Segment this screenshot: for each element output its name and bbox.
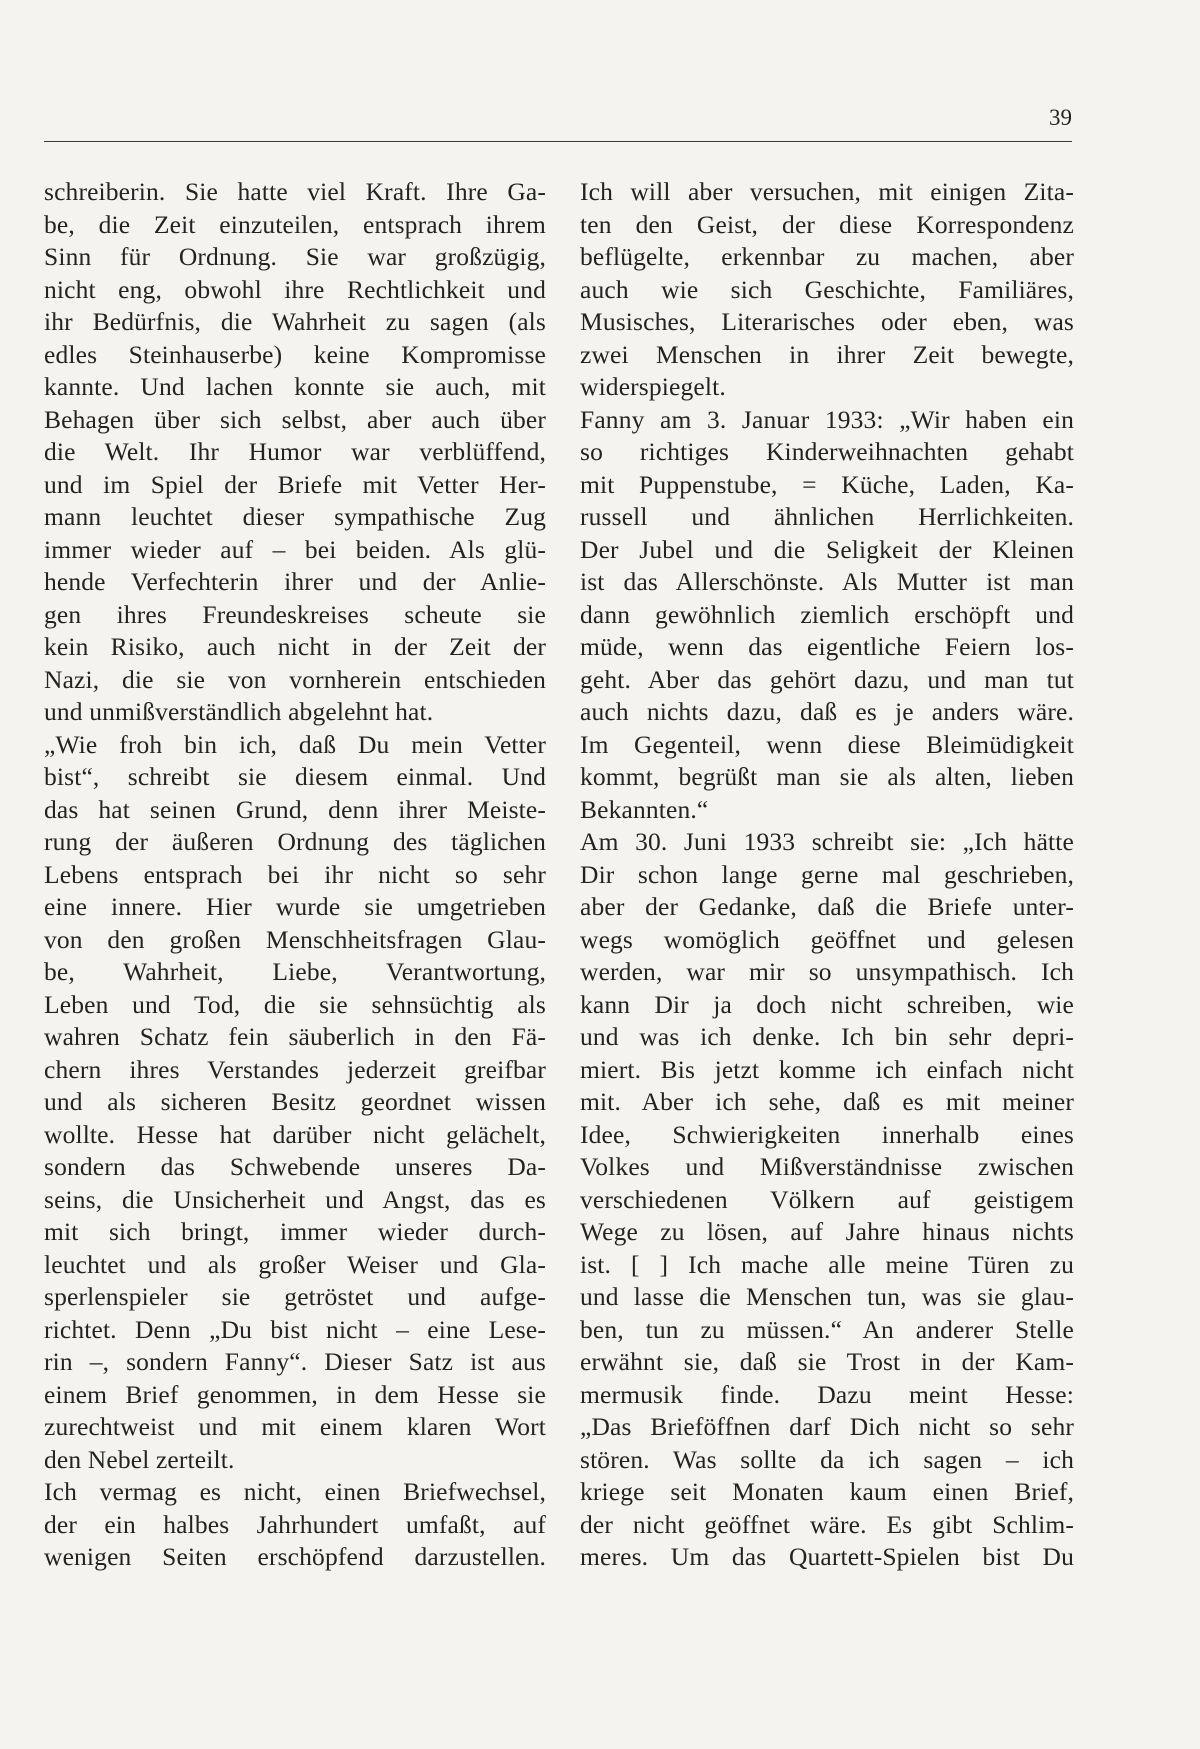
- text-line: Der Jubel und die Seligkeit der Kleinen: [580, 534, 1074, 564]
- text-line: Leben und Tod, die sie sehnsüchtig als: [44, 989, 546, 1019]
- text-line: sondern das Schwebende unseres Da-: [44, 1152, 546, 1181]
- text-line: müde, wenn das eigentliche Feiern los-: [580, 632, 1074, 661]
- text-line: mit Puppenstube, = Küche, Laden, Ka-: [580, 469, 1074, 499]
- text-line: immer wieder auf – bei beiden. Als glü-: [44, 534, 546, 564]
- text-line: ist. [ ] Ich mache alle meine Türen zu: [580, 1249, 1074, 1279]
- text-line: ihr Bedürfnis, die Wahrheit zu sagen (als: [44, 307, 546, 336]
- text-line: Musisches, Literarisches oder eben, was: [580, 307, 1074, 336]
- header-rule: [44, 141, 1072, 142]
- text-line: widerspiegelt.: [580, 372, 726, 401]
- text-line: hende Verfechterin ihrer und der Anlie-: [44, 567, 546, 596]
- text-line: ben, tun zu müssen.“ An anderer Stelle: [580, 1314, 1074, 1344]
- text-line: seins, die Unsicherheit und Angst, das es: [44, 1184, 546, 1214]
- text-line: miert. Bis jetzt komme ich einfach nicht: [580, 1054, 1074, 1084]
- text-line: Volkes und Mißverständnisse zwischen: [580, 1152, 1074, 1181]
- text-line: die Welt. Ihr Humor war verblüffend,: [44, 437, 546, 466]
- text-line: „Das Brieföffnen darf Dich nicht so sehr: [580, 1412, 1074, 1441]
- text-line: edles Steinhauserbe) keine Kompromisse: [44, 339, 546, 369]
- text-line: nicht eng, obwohl ihre Rechtlichkeit und: [44, 274, 546, 304]
- text-line: Nazi, die sie von vornherein entschieden: [44, 664, 546, 694]
- text-line: bist“, schreibt sie diesem einmal. Und: [44, 762, 546, 791]
- text-line: leuchtet und als großer Weiser und Gla-: [44, 1249, 546, 1279]
- text-line: schreiberin. Sie hatte viel Kraft. Ihre Ga-: [44, 177, 546, 206]
- text-line: das hat seinen Grund, denn ihrer Meiste-: [44, 794, 546, 824]
- text-line: und lasse die Menschen tun, was sie glau-: [580, 1282, 1074, 1311]
- text-line: rin –, sondern Fanny“. Dieser Satz ist aus: [44, 1347, 546, 1376]
- text-line: so richtiges Kinderweihnachten gehabt: [580, 437, 1074, 466]
- text-line: werden, war mir so unsympathisch. Ich: [580, 957, 1074, 986]
- text-line: verschiedenen Völkern auf geistigem: [580, 1184, 1074, 1214]
- text-line: Sinn für Ordnung. Sie war großzügig,: [44, 242, 546, 271]
- text-line: kann Dir ja doch nicht schreiben, wie: [580, 989, 1074, 1019]
- text-line: und im Spiel der Briefe mit Vetter Her-: [44, 469, 546, 499]
- text-line: mermusik finde. Dazu meint Hesse:: [580, 1379, 1074, 1409]
- text-line: aber der Gedanke, daß die Briefe unter-: [580, 892, 1074, 921]
- text-line: Wege zu lösen, auf Jahre hinaus nichts: [580, 1217, 1074, 1246]
- text-line: wenigen Seiten erschöpfend darzustellen.: [44, 1542, 546, 1571]
- text-line: dann gewöhnlich ziemlich erschöpft und: [580, 599, 1074, 629]
- text-line: Bekannten.“: [580, 794, 709, 824]
- text-line: auch nichts dazu, daß es je anders wäre.: [580, 697, 1074, 726]
- text-line: von den großen Menschheitsfragen Glau-: [44, 924, 546, 954]
- text-line: kein Risiko, auch nicht in der Zeit der: [44, 632, 546, 661]
- page-number: 39: [1049, 105, 1072, 130]
- text-line: den Nebel zerteilt.: [44, 1444, 235, 1474]
- text-line: kannte. Und lachen konnte sie auch, mit: [44, 372, 546, 401]
- text-line: meres. Um das Quartett-Spielen bist Du: [580, 1542, 1074, 1571]
- text-line: wahren Schatz fein säuberlich in den Fä-: [44, 1022, 546, 1051]
- text-line: beflügelte, erkennbar zu machen, aber: [580, 242, 1074, 271]
- text-line: eine innere. Hier wurde sie umgetrieben: [44, 892, 546, 921]
- text-line: richtet. Denn „Du bist nicht – eine Lese-: [44, 1314, 546, 1344]
- text-line: erwähnt sie, daß sie Trost in der Kam-: [580, 1347, 1074, 1376]
- text-line: Lebens entsprach bei ihr nicht so sehr: [44, 859, 546, 889]
- text-line: zurechtweist und mit einem klaren Wort: [44, 1412, 546, 1441]
- text-line: der ein halbes Jahrhundert umfaßt, auf: [44, 1509, 546, 1539]
- text-line: ist das Allerschönste. Als Mutter ist man: [580, 567, 1074, 596]
- text-line: be, Wahrheit, Liebe, Verantwortung,: [44, 957, 546, 986]
- text-line: Im Gegenteil, wenn diese Bleimüdigkeit: [580, 729, 1074, 759]
- text-line: Idee, Schwierigkeiten innerhalb eines: [580, 1119, 1074, 1149]
- left-column: [44, 176, 546, 1574]
- text-line: chern ihres Verstandes jederzeit greifbar: [44, 1054, 546, 1084]
- text-line: Ich vermag es nicht, einen Briefwechsel,: [44, 1477, 546, 1506]
- text-line: russell und ähnlichen Herrlichkeiten.: [580, 502, 1074, 531]
- text-line: und was ich denke. Ich bin sehr depri-: [580, 1022, 1074, 1051]
- text-line: der nicht geöffnet wäre. Es gibt Schlim-: [580, 1509, 1074, 1539]
- text-line: und als sicheren Besitz geordnet wissen: [44, 1087, 546, 1116]
- text-line: einem Brief genommen, in dem Hesse sie: [44, 1379, 546, 1409]
- text-line: ten den Geist, der diese Korrespondenz: [580, 209, 1074, 239]
- text-line: gen ihres Freundeskreises scheute sie: [44, 599, 546, 629]
- text-line: mann leuchtet dieser sympathische Zug: [44, 502, 546, 531]
- text-line: mit. Aber ich sehe, daß es mit meiner: [580, 1087, 1074, 1116]
- text-line: auch wie sich Geschichte, Familiäres,: [580, 274, 1074, 304]
- text-line: „Wie froh bin ich, daß Du mein Vetter: [44, 729, 546, 759]
- text-line: und unmißverständlich abgelehnt hat.: [44, 697, 434, 726]
- text-line: kommt, begrüßt man sie als alten, lieben: [580, 762, 1074, 791]
- text-line: be, die Zeit einzuteilen, entsprach ihrem: [44, 209, 546, 239]
- text-line: wollte. Hesse hat darüber nicht gelächelt,: [44, 1119, 546, 1149]
- text-line: zwei Menschen in ihrer Zeit bewegte,: [580, 339, 1074, 369]
- right-column: [580, 176, 1074, 1574]
- text-line: mit sich bringt, immer wieder durch-: [44, 1217, 546, 1246]
- text-line: rung der äußeren Ordnung des täglichen: [44, 827, 546, 856]
- text-line: Behagen über sich selbst, aber auch über: [44, 404, 546, 434]
- text-line: stören. Was sollte da ich sagen – ich: [580, 1444, 1074, 1474]
- text-line: sperlenspieler sie getröstet und aufge-: [44, 1282, 546, 1311]
- text-line: Ich will aber versuchen, mit einigen Zita-: [580, 177, 1074, 206]
- text-line: kriege seit Monaten kaum einen Brief,: [580, 1477, 1074, 1506]
- text-line: wegs womöglich geöffnet und gelesen: [580, 924, 1074, 954]
- text-line: Fanny am 3. Januar 1933: „Wir haben ein: [580, 404, 1074, 434]
- text-line: Am 30. Juni 1933 schreibt sie: „Ich hätte: [580, 827, 1074, 856]
- text-line: Dir schon lange gerne mal geschrieben,: [580, 859, 1074, 889]
- text-line: geht. Aber das gehört dazu, und man tut: [580, 664, 1074, 694]
